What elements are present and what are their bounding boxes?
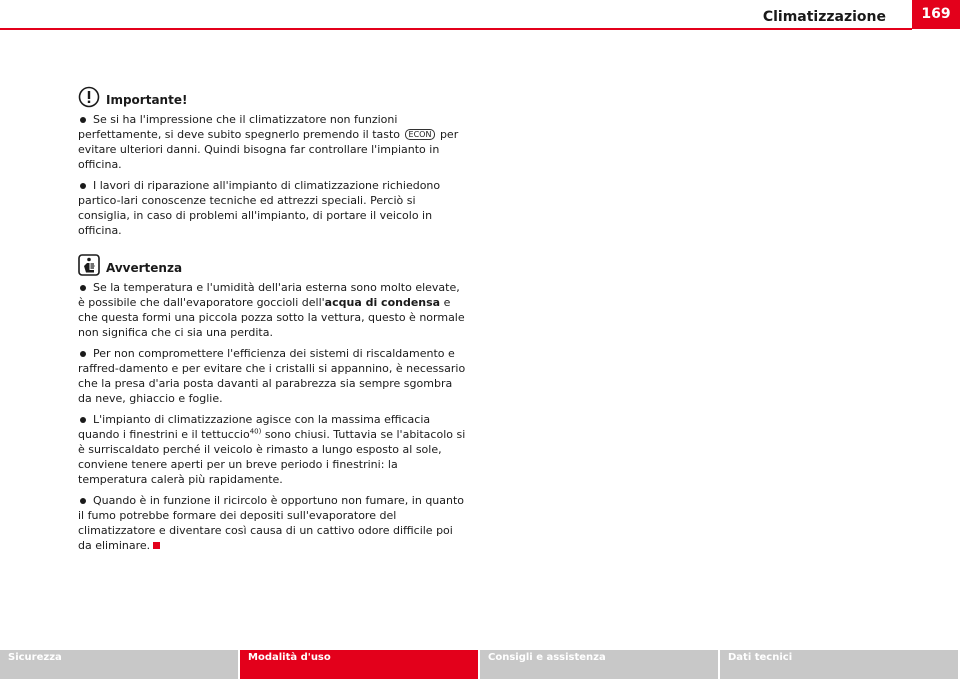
footer-nav	[0, 650, 960, 679]
bullet-icon	[80, 351, 86, 357]
importante-paragraph-1: Se si ha l'impressione che il climatizzatore non funzioni perfettamente, si deve subito spegnerlo premendo il tasto ECON per evitare ulteriori danni. Quindi bisogna far controllare l'impianto in officina.	[78, 113, 459, 171]
bullet-icon	[80, 498, 86, 504]
footer-tab-modalita-uso[interactable]: Modalità d'uso	[240, 650, 480, 679]
importante-heading-text: Importante!	[106, 93, 188, 107]
avvertenza-paragraph-2: Per non compromettere l'efficienza dei sistemi di riscaldamento e raffred-damento e per evitare che i cristalli si appannino, è necessario che la presa d'aria posta davanti al parabrezza sia sempre sgombra da neve, ghiaccio e foglie.	[78, 347, 466, 405]
bullet-icon	[80, 117, 86, 123]
avvertenza-paragraph-3: L'impianto di climatizzazione agisce con la massima efficacia quando i finestrini e il tettuccio$^{40)}$ sono chiusi. Tuttavia se l'abitacolo si è surriscaldato perché il veicolo è rimasto a lungo esposto al sole, conviene tenere aperti per un breve periodo i finestrini: la temperatura calerà più rapidamente.	[78, 413, 466, 486]
exclamation-icon	[78, 86, 100, 108]
page-content	[78, 86, 466, 559]
footer-tab-dati-tecnici[interactable]: Dati tecnici	[720, 650, 960, 679]
page-number: 169	[912, 0, 960, 29]
importante-heading	[78, 86, 466, 108]
header-rule	[0, 28, 912, 30]
footer-tab-sicurezza[interactable]: Sicurezza	[0, 650, 240, 679]
footnote-ref: 40)	[249, 427, 262, 436]
bullet-icon	[80, 183, 86, 189]
end-of-section-icon	[153, 542, 160, 549]
avvertenza-paragraph-4: Quando è in funzione il ricircolo è opportuno non fumare, in quanto il fumo potrebbe formare dei depositi sull'evaporatore del climatizzatore e diventare così causa di un cattivo odore difficile poi da eliminare.	[78, 494, 465, 552]
bullet-icon	[80, 417, 86, 423]
avvertenza-paragraph-1: Se la temperatura e l'umidità dell'aria esterna sono molto elevate, è possibile che dall'evaporatore goccioli dell'acqua di condensa e che questa formi una piccola pozza sotto la vettura, questo è normale non significa che ci sia una perdita.	[78, 281, 465, 339]
avvertenza-section	[78, 254, 466, 553]
avvertenza-heading-text: Avvertenza	[106, 261, 183, 275]
avvertenza-heading	[78, 254, 466, 276]
footer-tab-consigli-assistenza[interactable]: Consigli e assistenza	[480, 650, 720, 679]
importante-paragraph-2: I lavori di riparazione all'impianto di climatizzazione richiedono partico-lari conoscenze tecniche ed attrezzi speciali. Perciò si consiglia, in caso di problemi all'impianto, di portare il veicolo in officina.	[78, 179, 441, 237]
bold-term: acqua di condensa	[324, 296, 441, 309]
bullet-icon	[80, 285, 86, 291]
importante-section	[78, 86, 466, 238]
header-title: Climatizzazione	[762, 9, 886, 25]
note-hand-icon	[78, 254, 100, 276]
econ-key: ECON	[405, 129, 436, 140]
